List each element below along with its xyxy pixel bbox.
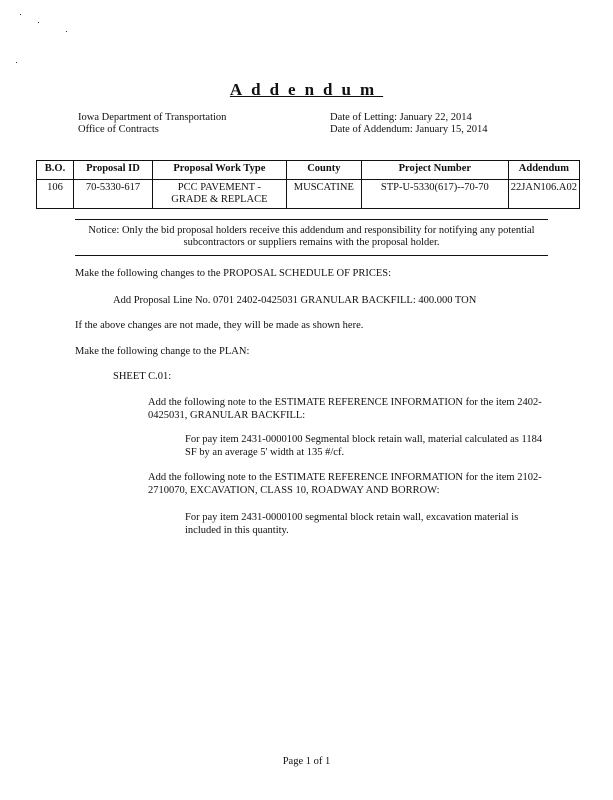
- addendum-date: Date of Addendum: January 15, 2014: [330, 124, 488, 135]
- work-type-line1: PCC PAVEMENT -: [177, 182, 262, 193]
- office-name: Office of Contracts: [78, 124, 159, 135]
- letting-date: Date of Letting: January 22, 2014: [330, 112, 472, 123]
- paragraph: If the above changes are not made, they will be made as shown here.: [75, 320, 364, 331]
- page-number: Page 1 of 1: [282, 756, 331, 767]
- cell-bo: 106: [37, 180, 74, 209]
- work-type-line2: GRADE & REPLACE: [171, 194, 268, 205]
- paragraph: Add Proposal Line No. 0701 2402-0425031 GRANULAR BACKFILL: 400.000 TON: [113, 295, 477, 306]
- cell-work-type: [152, 180, 286, 209]
- proposal-table: [36, 160, 580, 209]
- col-addendum: Addendum: [508, 161, 579, 180]
- col-proposal-id: Proposal ID: [73, 161, 152, 180]
- cell-county: MUSCATINE: [286, 180, 361, 209]
- table-header-row: [37, 161, 580, 180]
- col-bo: B.O.: [37, 161, 74, 180]
- paragraph: Add the following note to the ESTIMATE REFERENCE INFORMATION for the item 2102-2710070, EXCAVATION, CLASS 10, ROADWAY AND BORROW:: [148, 472, 542, 496]
- org-name: Iowa Department of Transportation: [78, 112, 227, 123]
- notice-rule-top: [75, 219, 548, 220]
- cell-proposal-id: 70-5330-617: [73, 180, 152, 209]
- paragraph: Add the following note to the ESTIMATE REFERENCE INFORMATION for the item 2402-0425031, GRANULAR BACKFILL:: [148, 397, 542, 421]
- col-county: County: [286, 161, 361, 180]
- document-title: Addendum: [229, 80, 384, 99]
- paragraph: For pay item 2431-0000100 segmental block retain wall, excavation material is included in this quantity.: [185, 512, 519, 536]
- sheet-label: SHEET C.01:: [113, 371, 172, 382]
- cell-addendum: 22JAN106.A02: [508, 180, 579, 209]
- col-work-type: Proposal Work Type: [152, 161, 286, 180]
- table-row: [37, 180, 580, 209]
- notice-rule-bottom: [75, 255, 548, 256]
- paragraph: Make the following change to the PLAN:: [75, 346, 250, 357]
- notice: Notice: Only the bid proposal holders receive this addendum and responsibility for notifying any potential subcontractors or suppliers remains with the proposal holder.: [88, 225, 535, 248]
- col-project-number: Project Number: [361, 161, 508, 180]
- paragraph: For pay item 2431-0000100 Segmental block retain wall, material calculated as 1184 SF by an average 5' width at 135 #/cf.: [185, 434, 543, 458]
- paragraph: Make the following changes to the PROPOSAL SCHEDULE OF PRICES:: [75, 268, 392, 279]
- cell-project-number: STP-U-5330(617)--70-70: [361, 180, 508, 209]
